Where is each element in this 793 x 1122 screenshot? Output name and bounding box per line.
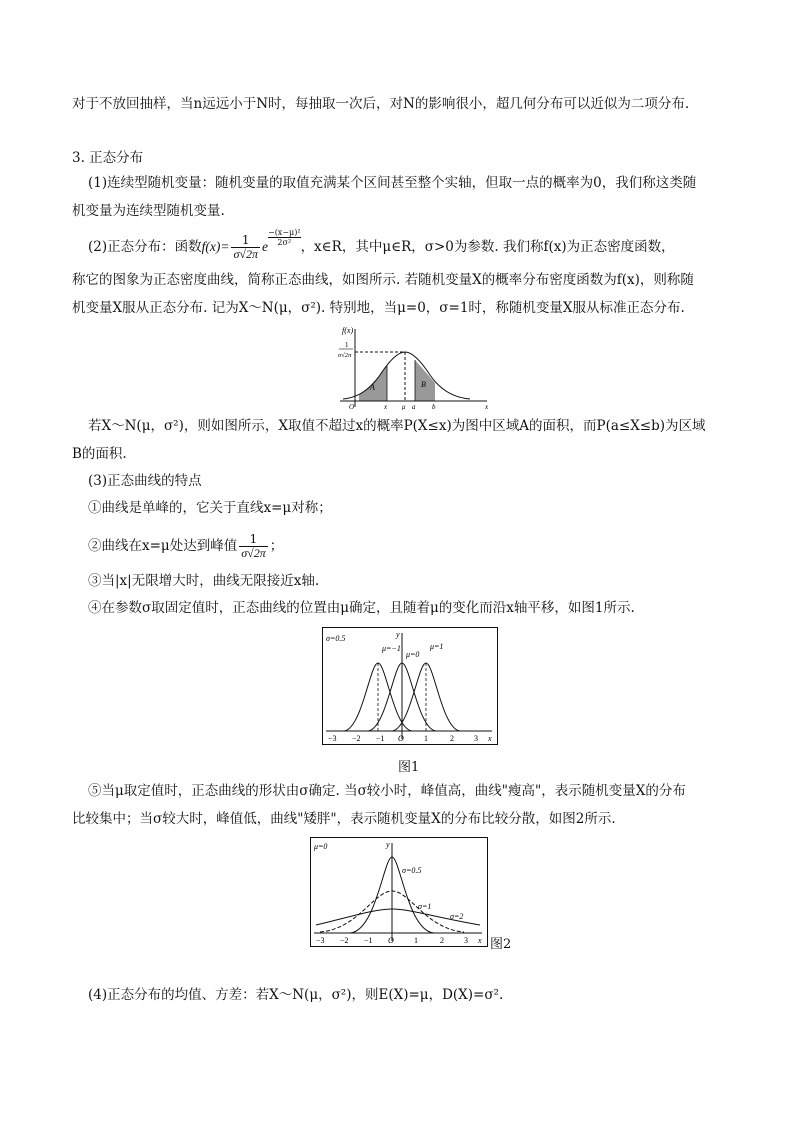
characteristic-5-a: ⑤当μ取定值时，正态曲线的形状由σ确定. 当σ较小时，峰值高，曲线"瘦高"，表示随机变量X的分布 — [88, 783, 686, 799]
para-normal-formula — [88, 228, 675, 261]
fig0-tick-x: x — [384, 403, 388, 410]
formula-fx: f(x)= — [201, 239, 230, 254]
fig2-sigma-2: σ=2 — [450, 912, 464, 921]
fig0-region-a: A — [370, 383, 375, 392]
fig2-ylabel: y — [386, 840, 390, 849]
formula-tail: ，x∈R，其中μ∈R，σ>0为参数. 我们称f(x)为正态密度函数， — [300, 239, 675, 255]
fig0-peak-num: 1 — [345, 341, 349, 349]
fig1-tick-o: O — [398, 734, 404, 743]
fig2-mu-label: μ=0 — [314, 842, 328, 851]
fig0-tick-b: b — [432, 403, 436, 410]
text-line-sampling: 对于不放回抽样，当n远远小于N时，每抽取一次后，对N的影响很小，超几何分布可以近似为二项分布. — [72, 96, 690, 112]
fig1-mu-minus1: μ=−1 — [382, 644, 401, 653]
characteristic-2-text: ②曲线在x=μ处达到峰值 — [88, 538, 238, 554]
formula-den: σ√2π — [233, 247, 258, 261]
figure-2-sigma-shape — [310, 837, 488, 947]
para-area-1: 若X～N(μ，σ²)，则如图所示，X取值不超过x的概率P(X≤x)为图中区域A的面积，而P(a≤X≤b)为区域 — [88, 418, 706, 434]
fig0-tick-a: a — [412, 403, 416, 410]
fig0-tick-o: O — [349, 403, 355, 410]
formula-num: 1 — [231, 234, 260, 248]
fig2-tick-o: O — [388, 936, 394, 945]
fig0-ylabel: f(x) — [342, 326, 354, 335]
para-area-2: B的面积. — [72, 446, 127, 462]
formula-exponent — [268, 228, 301, 247]
fig0-peak-den: σ√2π — [338, 352, 352, 359]
fig2-xlabel: x — [478, 936, 482, 945]
fig2-tick-1: 1 — [414, 936, 418, 945]
characteristic-5-b: 比较集中；当σ较大时，峰值低，曲线"矮胖"，表示随机变量X的分布比较分散，如图2所示. — [72, 811, 616, 827]
fig1-tick-1: 1 — [424, 734, 428, 743]
characteristic-2-end: ； — [269, 538, 284, 554]
fig1-tick-m2: −2 — [352, 734, 361, 743]
para-normal-2: 称它的图象为正态密度曲线，简称正态曲线，如图所示. 若随机变量X的概率分布密度函数为f(x)，则称随 — [72, 272, 694, 288]
formula-exp-num: −(x−μ)² — [267, 228, 301, 237]
characteristic-1: ①曲线是单峰的，它关于直线x=μ对称； — [88, 500, 332, 516]
fig1-tick-3: 3 — [474, 734, 478, 743]
para-normal-3: 机变量X服从正态分布. 记为X～N(μ，σ²). 特别地，当μ=0，σ=1时，称随机变量X服从标准正态分布. — [72, 300, 685, 316]
formula-intro: (2)正态分布：函数 — [88, 239, 202, 255]
figure-1-caption: 图1 — [398, 760, 420, 775]
heading-characteristics: (3)正态曲线的特点 — [88, 473, 202, 489]
fig1-tick-m1: −1 — [376, 734, 385, 743]
fig2-tick-m2: −2 — [340, 936, 349, 945]
para-continuous-2: 机变量为连续型随机变量. — [72, 203, 225, 219]
characteristic-3: ③当|x|无限增大时，曲线无限接近x轴. — [88, 573, 320, 589]
formula-fraction — [231, 234, 260, 261]
fig1-tick-m3: −3 — [328, 734, 337, 743]
peak-den: σ√2π — [241, 546, 266, 560]
fig0-xlabel: x — [485, 403, 489, 410]
fig1-mu-0: μ=0 — [406, 650, 420, 659]
fig2-sigma-1: σ=1 — [418, 902, 432, 911]
figure-2-caption: 图2 — [490, 937, 512, 952]
para-continuous-1: (1)连续型随机变量：随机变量的取值充满某个区间甚至整个实轴，但取一点的概率为0，我们称这类随 — [88, 175, 697, 191]
peak-fraction — [239, 533, 268, 560]
fig0-tick-mu: μ — [402, 403, 406, 410]
formula-e: e — [261, 239, 268, 254]
figure-1-mu-shift — [322, 627, 498, 745]
section-heading: 3. 正态分布 — [72, 150, 144, 166]
peak-num: 1 — [239, 533, 268, 547]
para-mean-variance: (4)正态分布的均值、方差：若X～N(μ，σ²)，则E(X)=μ，D(X)=σ². — [88, 987, 504, 1003]
formula-exp-den: 2σ² — [277, 238, 292, 247]
density-curve — [343, 352, 470, 399]
fig1-tick-2: 2 — [450, 734, 454, 743]
fig1-sigma-label: σ=0.5 — [326, 634, 346, 643]
fig1-xlabel: x — [488, 734, 492, 743]
fig2-sigma-05: σ=0.5 — [402, 866, 422, 875]
characteristic-4: ④在参数σ取固定值时，正态曲线的位置由μ确定，且随着μ的变化而沿x轴平移，如图1所示. — [88, 600, 635, 616]
fig0-region-b: B — [421, 380, 426, 389]
fig2-tick-2: 2 — [440, 936, 444, 945]
fig1-mu-1: μ=1 — [430, 642, 444, 651]
fig2-tick-3: 3 — [464, 936, 468, 945]
characteristic-2 — [88, 533, 283, 560]
density-figure — [335, 325, 495, 410]
fig1-ylabel: y — [396, 630, 400, 639]
fig2-tick-m3: −3 — [316, 936, 325, 945]
fig2-tick-m1: −1 — [364, 936, 373, 945]
